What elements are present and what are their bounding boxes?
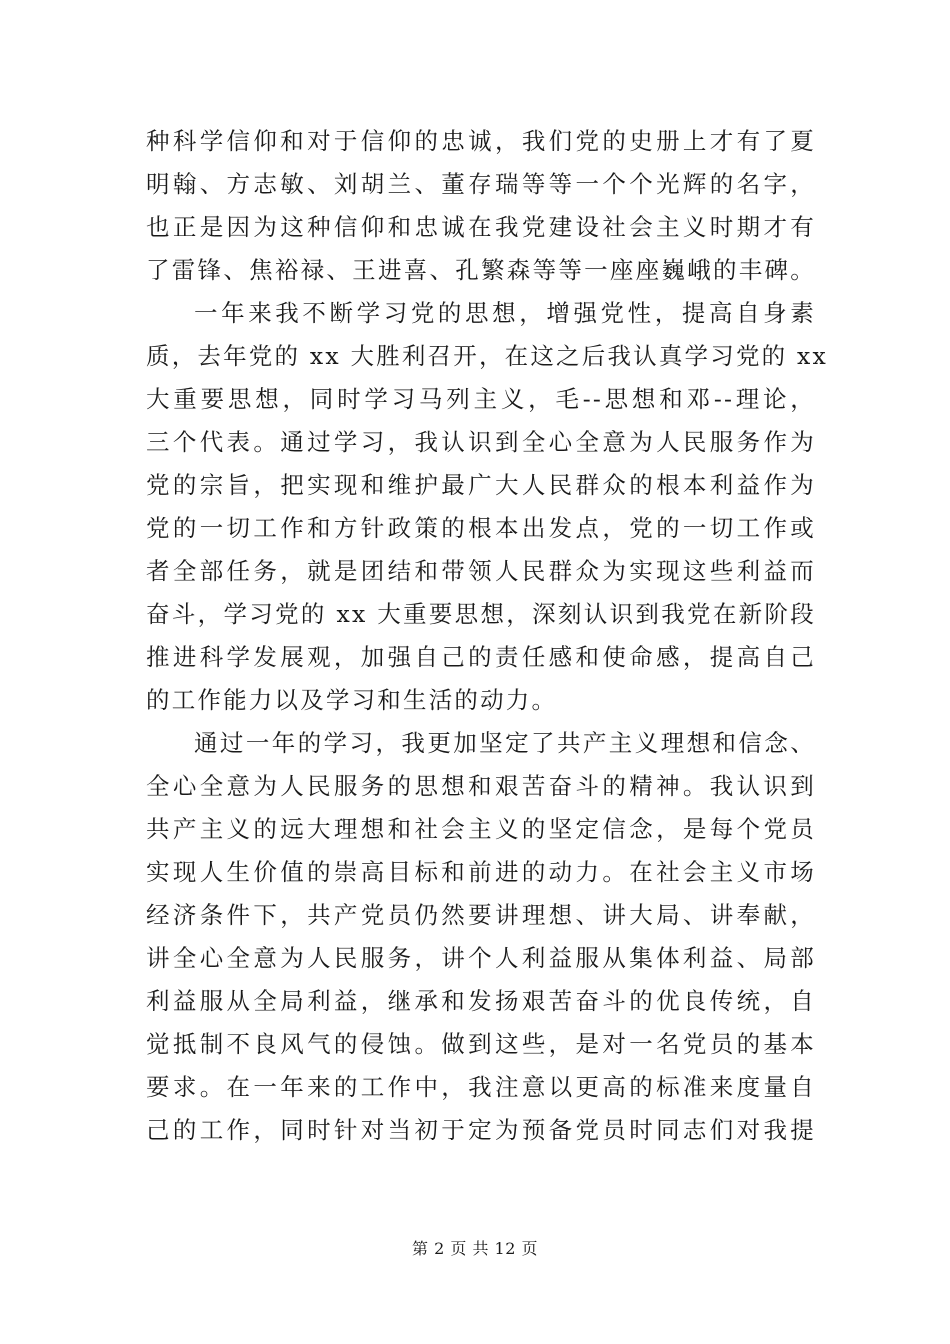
text-line: 一年来我不断学习党的思想，增强党性，提高自身素: [194, 299, 816, 327]
text-line: 全心全意为人民服务的思想和艰苦奋斗的精神。我认识到: [146, 772, 816, 800]
text-line: 了雷锋、焦裕禄、王进喜、孔繁森等等一座座巍峨的丰碑。: [146, 256, 816, 284]
text-line: 觉抵制不良风气的侵蚀。做到这些，是对一名党员的基本: [146, 1030, 816, 1058]
text-line: 质，去年党的 xx 大胜利召开，在这之后我认真学习党的 xx: [146, 342, 828, 370]
text-line: 要求。在一年来的工作中，我注意以更高的标准来度量自: [146, 1073, 816, 1101]
text-line: 利益服从全局利益，继承和发扬艰苦奋斗的优良传统，自: [146, 987, 816, 1015]
text-line: 种科学信仰和对于信仰的忠诚，我们党的史册上才有了夏: [146, 127, 816, 155]
text-line: 的工作能力以及学习和生活的动力。: [146, 686, 558, 714]
paragraph-3: [146, 722, 816, 1152]
text-line: 党的宗旨，把实现和维护最广大人民群众的根本利益作为: [146, 471, 816, 499]
text-line: 共产主义的远大理想和社会主义的坚定信念，是每个党员: [146, 815, 816, 843]
paragraph-1: [146, 120, 816, 292]
text-line: 通过一年的学习，我更加坚定了共产主义理想和信念、: [194, 729, 816, 757]
text-line: 经济条件下，共产党员仍然要讲理想、讲大局、讲奉献，: [146, 901, 816, 929]
text-line: 党的一切工作和方针政策的根本出发点，党的一切工作或: [146, 514, 816, 542]
text-line: 推进科学发展观，加强自己的责任感和使命感，提高自己: [146, 643, 816, 671]
text-line: 己的工作，同时针对当初于定为预备党员时同志们对我提: [146, 1116, 816, 1144]
text-line: 奋斗，学习党的 xx 大重要思想，深刻认识到我党在新阶段: [146, 600, 816, 628]
text-line: 明翰、方志敏、刘胡兰、董存瑞等等一个个光辉的名字，: [146, 170, 816, 198]
text-line: 大重要思想，同时学习马列主义，毛--思想和邓--理论，: [146, 385, 816, 413]
paragraph-2: [146, 292, 828, 722]
document-body: [146, 120, 828, 1152]
text-line: 讲全心全意为人民服务，讲个人利益服从集体利益、局部: [146, 944, 816, 972]
text-line: 三个代表。通过学习，我认识到全心全意为人民服务作为: [146, 428, 816, 456]
text-line: 也正是因为这种信仰和忠诚在我党建设社会主义时期才有: [146, 213, 816, 241]
text-line: 者全部任务，就是团结和带领人民群众为实现这些利益而: [146, 557, 816, 585]
text-line: 实现人生价值的崇高目标和前进的动力。在社会主义市场: [146, 858, 816, 886]
page-number-footer: 第 2 页 共 12 页: [412, 1239, 538, 1258]
